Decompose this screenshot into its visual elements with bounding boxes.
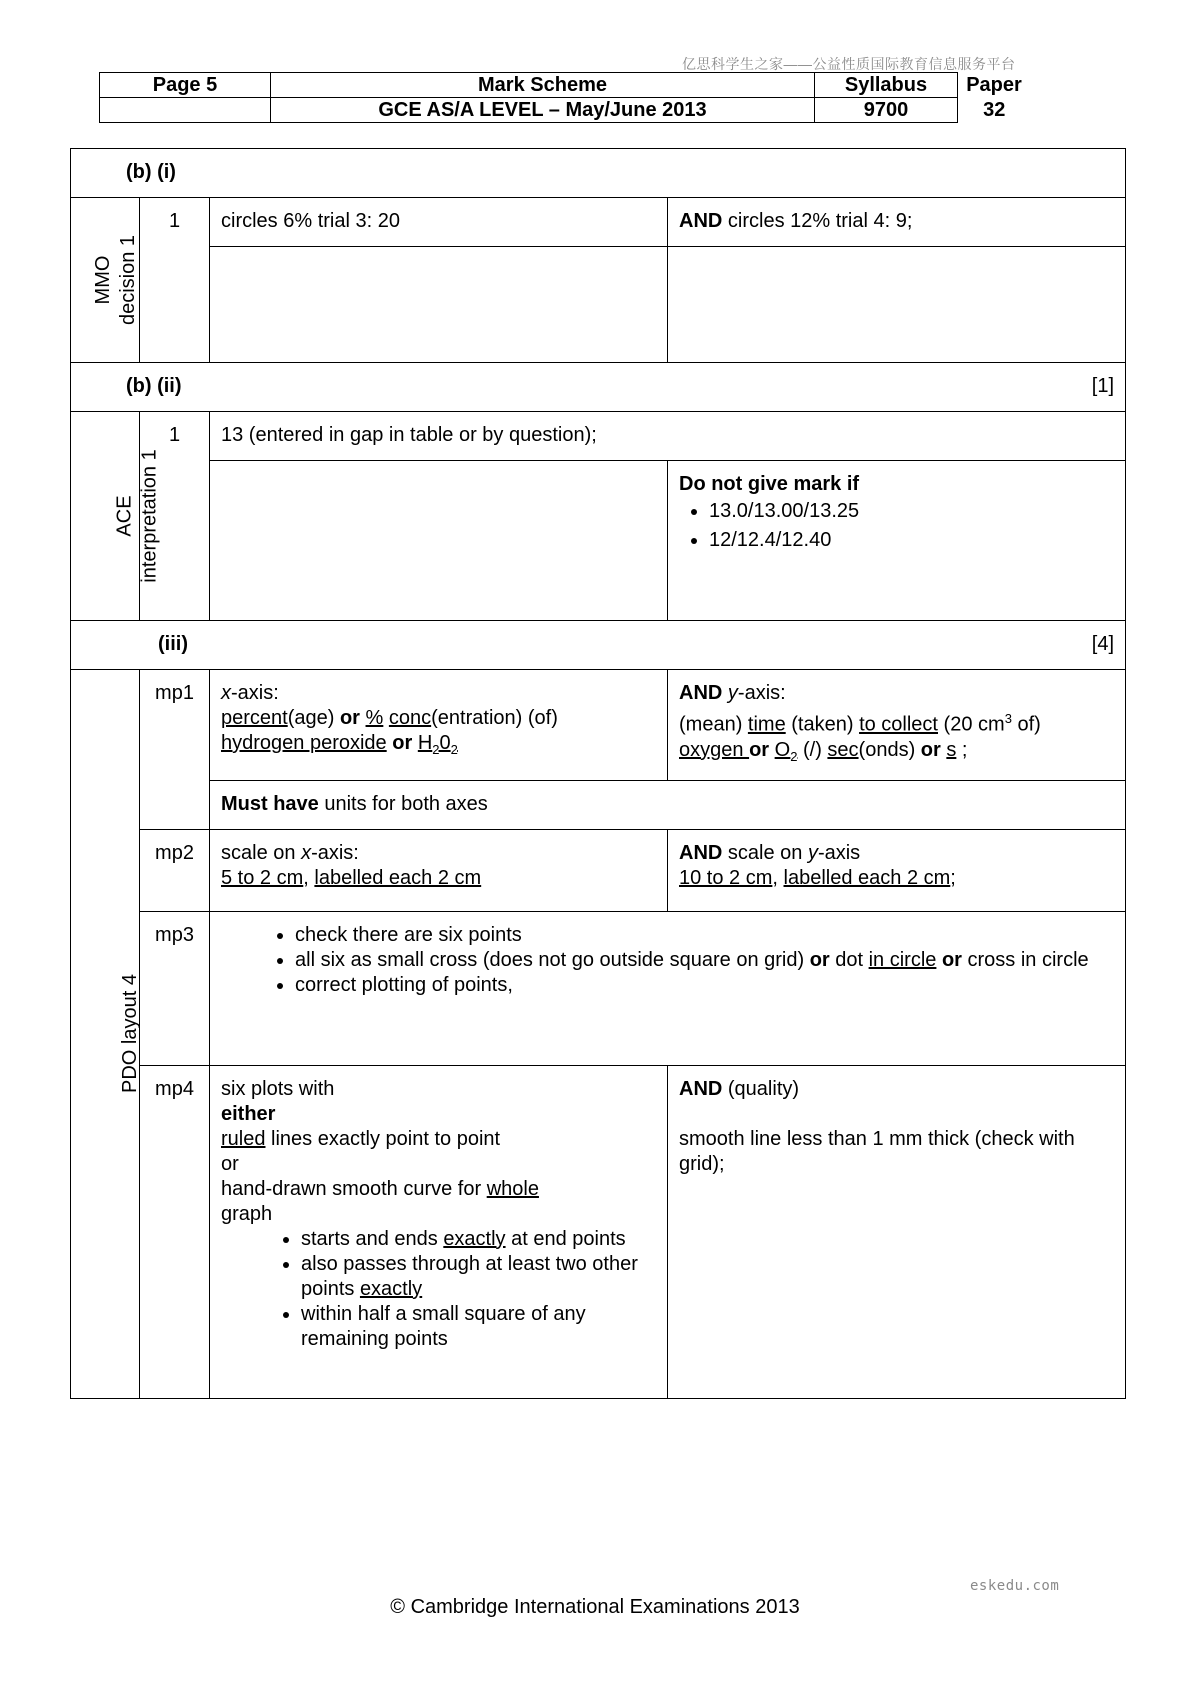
header-syllabus: 9700	[815, 98, 958, 123]
mp2-y-scale: AND scale on y-axis 10 to 2 cm, labelled each 2 cm;	[668, 829, 1126, 911]
list-item: • check there are six points	[295, 923, 1114, 948]
bi-right: AND circles 12% trial 4: 9;	[668, 198, 1126, 247]
list-item: • all six as small cross (does not go outside square on grid) or dot in circle or cross in circle	[295, 948, 1114, 973]
section-b-ii-label: (b) (ii) [1]	[71, 363, 1126, 412]
bi-empty-right	[668, 247, 1126, 363]
mp4-label: mp4	[140, 1065, 210, 1398]
footer-copyright: © Cambridge International Examinations 2013	[390, 1596, 800, 1618]
list-item: • also passes through at least two other points exactly	[301, 1252, 656, 1302]
mp4-quality: AND (quality) smooth line less than 1 mm thick (check with grid);	[668, 1065, 1126, 1398]
list-item: • correct plotting of points,	[295, 973, 1114, 998]
bii-do-not-give: Do not give mark if • 13.0/13.00/13.25 • 12/12.4/12.40	[668, 461, 1126, 621]
header-syllabus-label: Syllabus	[815, 73, 958, 98]
mp4-plots: six plots with either ruled lines exactly point to point or hand-drawn smooth curve for whole graph • starts and ends exactly at end points • also passes through at least two other points exactly • within half a small square of any remaining points	[210, 1065, 668, 1398]
list-item: • 12/12.4/12.40	[709, 528, 1114, 553]
header-exam: GCE AS/A LEVEL – May/June 2013	[271, 98, 815, 123]
mp2-x-scale: scale on x-axis: 5 to 2 cm, labelled each 2 cm	[210, 829, 668, 911]
bii-empty	[210, 461, 668, 621]
skill-pdo: PDO layout 4	[71, 670, 140, 1399]
marks-b-ii: [1]	[1091, 375, 1115, 397]
section-iii-label: (iii) [4]	[71, 621, 1126, 670]
mark-number: 1	[140, 198, 210, 363]
header-table	[99, 72, 1031, 123]
header-mark-scheme: Mark Scheme	[271, 73, 815, 98]
mp2-label: mp2	[140, 829, 210, 911]
mp1-y-axis: AND y-axis: (mean) time (taken) to collect (20 $cm^3$ of) oxygen or $O_2$ (/) sec(onds) or s ;	[668, 670, 1126, 781]
header-paper: 32	[983, 98, 1006, 121]
mark-number: 1	[140, 412, 210, 621]
marks-iii: [4]	[1091, 633, 1115, 655]
mp1-x-axis: x-axis: percent(age) or % conc(entration) (of) hydrogen peroxide or $H_20_2$	[210, 670, 668, 781]
header-paper-label: Paper	[966, 73, 1022, 96]
mp1-must-have: Must have units for both axes	[210, 780, 1126, 829]
list-item: • starts and ends exactly at end points	[301, 1227, 656, 1252]
watermark-top: 亿思科学生之家——公益性质国际教育信息服务平台	[682, 56, 1016, 72]
mp1-label: mp1	[140, 670, 210, 830]
bi-empty-left	[210, 247, 668, 363]
mark-scheme-table	[70, 148, 1126, 1399]
header-page: Page 5	[100, 73, 271, 98]
list-item: • 13.0/13.00/13.25	[709, 499, 1114, 524]
mp3-label: mp3	[140, 911, 210, 1065]
mp3-criteria	[210, 911, 1126, 1065]
bii-answer: 13 (entered in gap in table or by question);	[210, 412, 1126, 461]
skill-mmo: MMO decision 1	[71, 198, 140, 363]
header-empty	[100, 98, 271, 123]
section-b-i-label: (b) (i)	[71, 149, 1126, 198]
skill-ace: ACE interpretation 1	[71, 412, 140, 621]
watermark-bottom: eskedu.com	[970, 1578, 1060, 1594]
list-item: • within half a small square of any remaining points	[301, 1302, 656, 1352]
bi-left: circles 6% trial 3: 20	[210, 198, 668, 247]
